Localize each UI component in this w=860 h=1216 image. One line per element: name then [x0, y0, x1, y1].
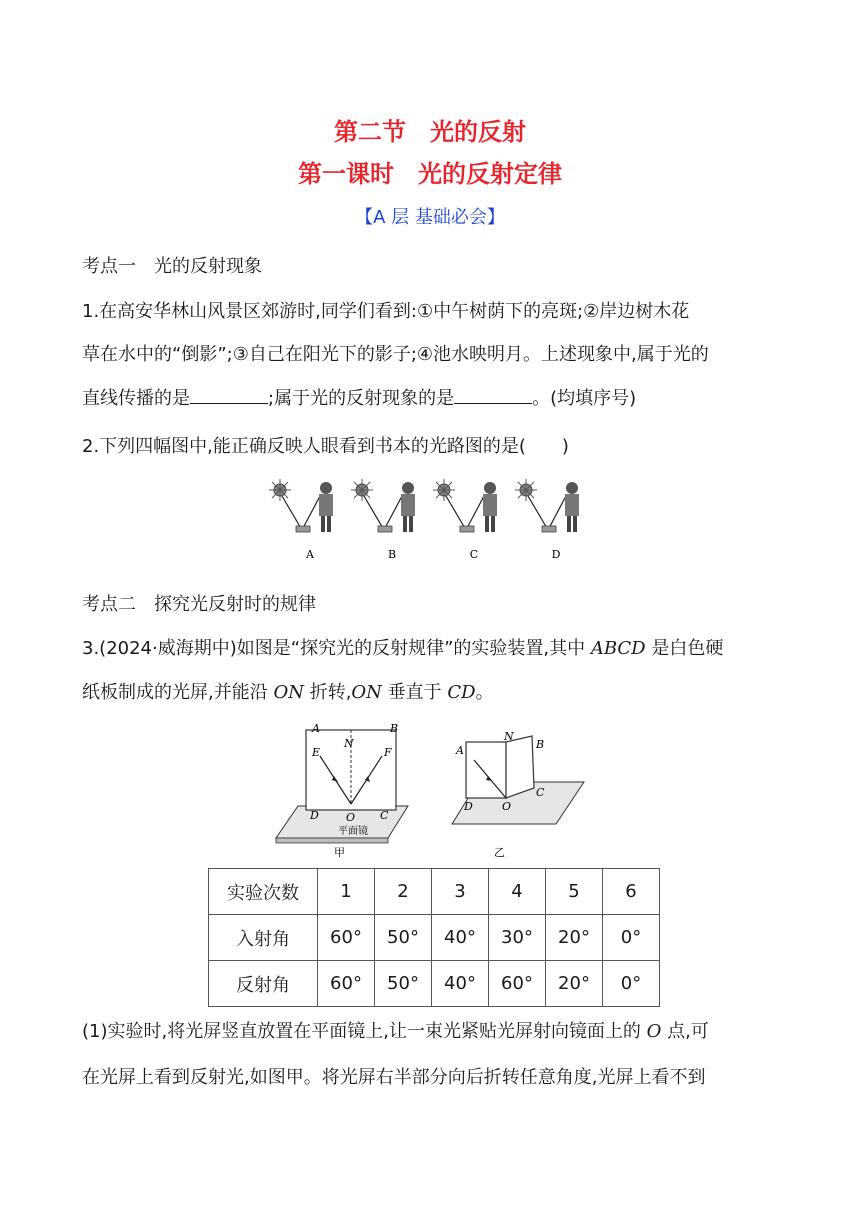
q3-line-2	[82, 678, 494, 704]
q3-sub1-text: (1)实验时,将光屏竖直放置在平面镜上,让一束光紧贴光屏射向镜面上的	[82, 1021, 647, 1042]
fig-jia-label-e: E	[312, 746, 321, 759]
q1-answer-blank-2[interactable]	[454, 387, 532, 404]
q2-question: 2.下列四幅图中,能正确反映人眼看到书本的光路图的是( )	[82, 436, 569, 457]
table-cell: 4	[489, 869, 546, 915]
table-cell: 40°	[432, 915, 489, 961]
q3-sub1-text: 点,可	[661, 1021, 709, 1042]
q1-line-2: 草在水中的“倒影”;③自己在阳光下的影子;④池水映明月。上述现象中,属于光的	[82, 344, 709, 365]
q3-text: 垂直于	[381, 682, 448, 703]
fig-yi-caption: 乙	[494, 846, 505, 858]
fig-jia-label-c: C	[380, 809, 389, 822]
q2-option-c-diagram[interactable]	[433, 479, 497, 561]
experiment-table	[208, 868, 660, 1007]
q3-text: 。	[475, 682, 494, 703]
q1-answer-blank-1[interactable]	[190, 387, 268, 404]
table-cell: 0°	[603, 961, 660, 1007]
lesson-title: 第一课时 光的反射定律	[298, 160, 562, 188]
q3-var-cd: CD	[447, 682, 476, 703]
table-row	[209, 915, 660, 961]
fig-yi-label-c: C	[536, 786, 545, 799]
table-cell: 3	[432, 869, 489, 915]
q2-option-d-label: D	[551, 548, 561, 561]
q2-option-a-label: A	[306, 548, 314, 561]
q2-option-c-label: C	[469, 548, 479, 561]
table-cell: 1	[318, 869, 375, 915]
q3-sub1-line-2: 在光屏上看到反射光,如图甲。将光屏右半部分向后折转任意角度,光屏上看不到	[82, 1067, 706, 1088]
q3-line-1	[82, 634, 723, 660]
fig-jia-label-a: A	[312, 722, 320, 735]
q3-text: 折转,	[303, 682, 352, 703]
q2-figure	[262, 474, 592, 564]
table-row-header: 反射角	[209, 961, 318, 1007]
q3-var-on: ON	[351, 682, 382, 703]
table-cell: 20°	[546, 915, 603, 961]
q3-figure-jia	[270, 718, 420, 858]
q2-option-b-label: B	[387, 548, 397, 561]
table-cell: 60°	[318, 961, 375, 1007]
table-cell: 50°	[375, 915, 432, 961]
q1-text-b: ;属于光的反射现象的是	[268, 388, 455, 409]
fig-jia-label-f: F	[384, 746, 392, 759]
q2-option-d-diagram[interactable]	[515, 479, 579, 561]
q3-var-on: ON	[273, 682, 304, 703]
topic-heading-1: 考点一 光的反射现象	[82, 256, 262, 277]
fig-jia-mirror-label: 平面镜	[338, 826, 368, 837]
q1-line-3	[82, 384, 636, 410]
table-cell: 60°	[489, 961, 546, 1007]
q2-option-a-diagram[interactable]	[269, 479, 333, 561]
table-cell: 40°	[432, 961, 489, 1007]
fig-jia-label-b: B	[390, 722, 399, 735]
section-title: 第二节 光的反射	[334, 118, 526, 146]
q1-text-a: 直线传播的是	[82, 388, 190, 409]
fig-yi-label-b: B	[536, 738, 545, 751]
table-row	[209, 869, 660, 915]
table-row	[209, 961, 660, 1007]
fig-jia-label-n: N	[344, 737, 354, 750]
q1-line-1: 1.在高安华林山风景区郊游时,同学们看到:①中午树荫下的亮斑;②岸边树木花	[82, 301, 690, 322]
topic-heading-2: 考点二 探究光反射时的规律	[82, 594, 316, 615]
q3-var-abcd: ABCD	[590, 638, 646, 659]
q2-option-b-diagram[interactable]	[351, 479, 415, 561]
q3-text: 是白色硬	[645, 638, 724, 659]
table-cell: 5	[546, 869, 603, 915]
q3-var-o: O	[646, 1021, 662, 1042]
q1-text-c: 。(均填序号)	[532, 388, 637, 409]
fig-yi-label-n: N	[504, 730, 514, 743]
fig-yi-label-o: O	[502, 800, 512, 813]
fig-jia-caption: 甲	[334, 846, 345, 858]
table-cell: 60°	[318, 915, 375, 961]
fig-yi-label-a: A	[456, 744, 464, 757]
fig-yi-label-d: D	[464, 800, 473, 813]
fig-jia-label-o: O	[346, 811, 356, 824]
table-cell: 0°	[603, 915, 660, 961]
table-cell: 6	[603, 869, 660, 915]
q3-text: 3.(2024·威海期中)如图是“探究光的反射规律”的实验装置,其中	[82, 638, 591, 659]
q3-figure-yi	[444, 718, 594, 858]
table-cell: 2	[375, 869, 432, 915]
q3-sub1-line-1	[82, 1017, 709, 1043]
table-cell: 50°	[375, 961, 432, 1007]
table-cell: 20°	[546, 961, 603, 1007]
level-label: 【A 层 基础必会】	[355, 207, 505, 228]
table-row-header: 入射角	[209, 915, 318, 961]
table-row-header: 实验次数	[209, 869, 318, 915]
table-cell: 30°	[489, 915, 546, 961]
fig-jia-label-d: D	[310, 809, 319, 822]
q3-text: 纸板制成的光屏,并能沿	[82, 682, 274, 703]
